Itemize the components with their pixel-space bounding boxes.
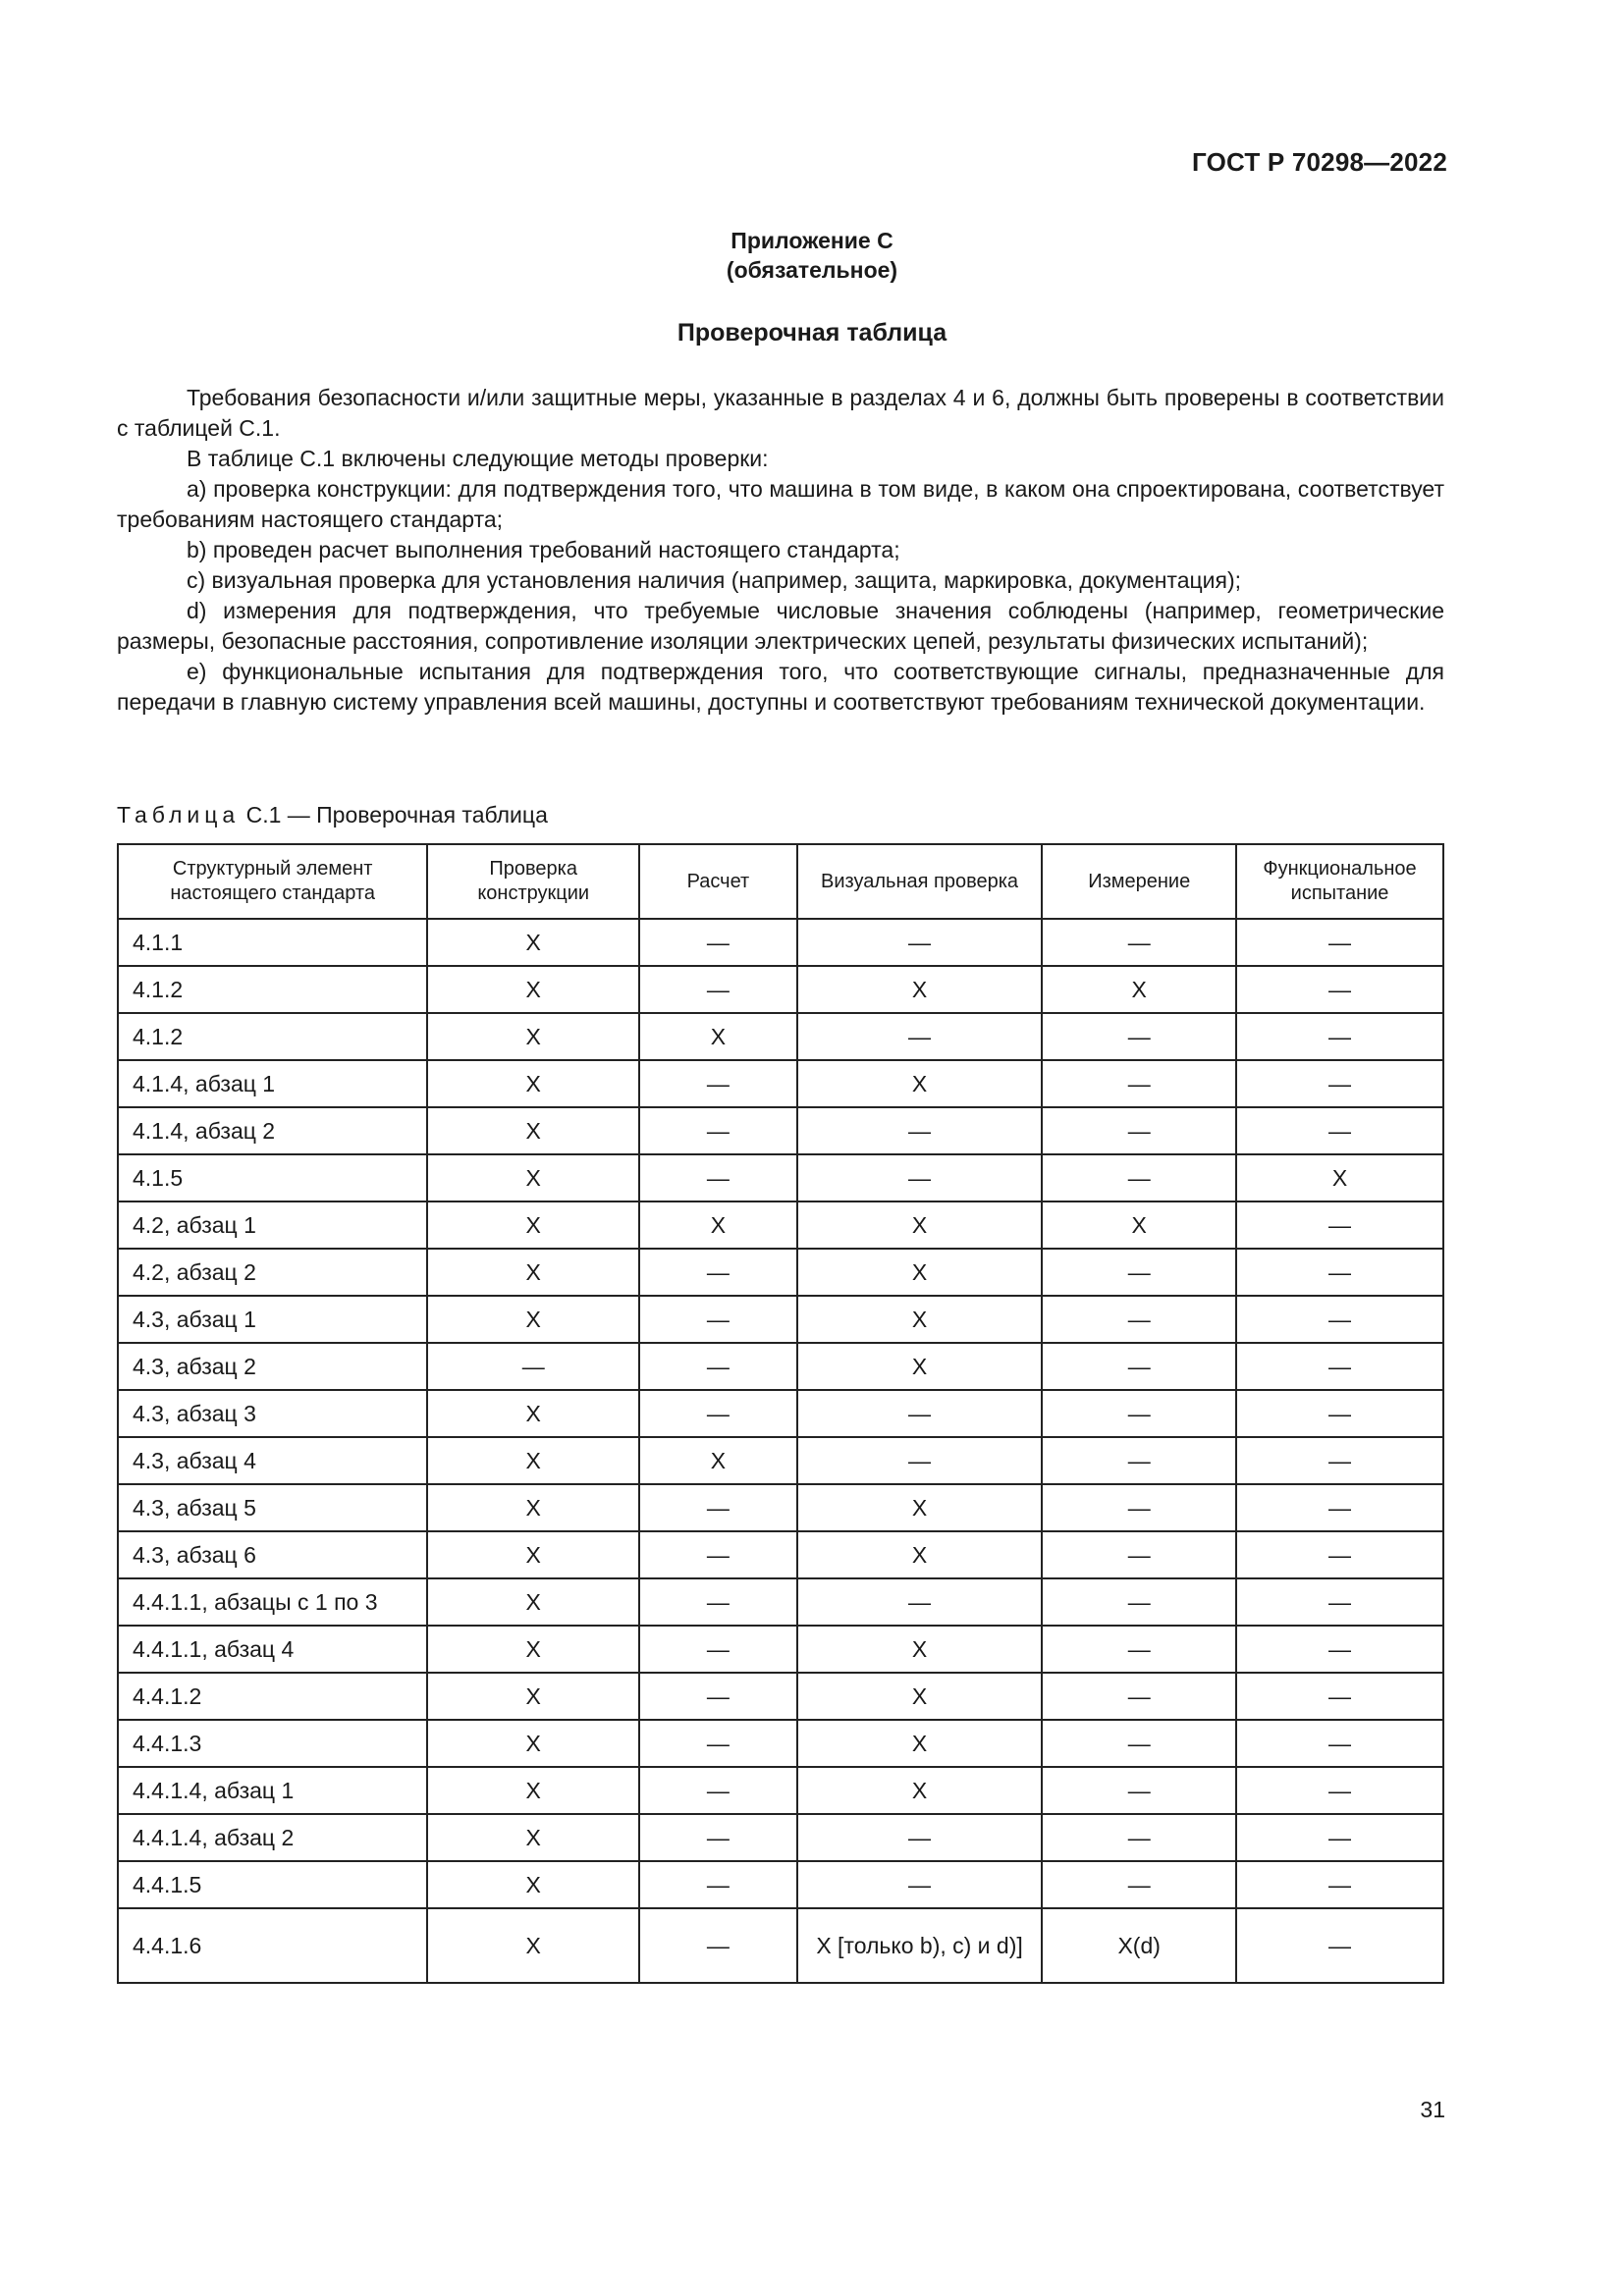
- cell-measurement: —: [1042, 1154, 1236, 1201]
- cell-visual-check: X: [797, 1201, 1043, 1249]
- cell-element: 4.4.1.4, абзац 2: [118, 1814, 427, 1861]
- cell-element: 4.4.1.1, абзац 4: [118, 1626, 427, 1673]
- cell-design-check: X: [427, 1578, 639, 1626]
- cell-functional-test: —: [1236, 1578, 1443, 1626]
- cell-design-check: X: [427, 1720, 639, 1767]
- cell-measurement: —: [1042, 1296, 1236, 1343]
- cell-element: 4.4.1.2: [118, 1673, 427, 1720]
- header-structural-element: Структурный элемент настоящего стандарта: [118, 844, 427, 919]
- table-row: [118, 1578, 1443, 1626]
- table-row: [118, 919, 1443, 966]
- cell-visual-check: X: [797, 1673, 1043, 1720]
- cell-visual-check: X: [797, 1060, 1043, 1107]
- cell-functional-test: —: [1236, 1531, 1443, 1578]
- cell-design-check: X: [427, 1249, 639, 1296]
- table-row: [118, 1531, 1443, 1578]
- cell-functional-test: —: [1236, 1437, 1443, 1484]
- cell-element: 4.1.1: [118, 919, 427, 966]
- cell-visual-check: X: [797, 966, 1043, 1013]
- cell-design-check: X: [427, 1908, 639, 1983]
- section-title: Проверочная таблица: [677, 319, 947, 347]
- body-text: [117, 383, 1444, 718]
- cell-calculation: —: [639, 1626, 797, 1673]
- appendix-heading: [0, 226, 1624, 285]
- cell-design-check: X: [427, 1060, 639, 1107]
- cell-measurement: X(d): [1042, 1908, 1236, 1983]
- cell-element: 4.4.1.5: [118, 1861, 427, 1908]
- cell-visual-check: X: [797, 1484, 1043, 1531]
- cell-design-check: X: [427, 919, 639, 966]
- cell-visual-check: —: [797, 1861, 1043, 1908]
- cell-visual-check: X: [797, 1296, 1043, 1343]
- cell-functional-test: —: [1236, 1249, 1443, 1296]
- cell-visual-check: X: [797, 1767, 1043, 1814]
- cell-element: 4.2, абзац 1: [118, 1201, 427, 1249]
- cell-calculation: —: [639, 1390, 797, 1437]
- paragraph: Требования безопасности и/или защитные меры, указанные в разделах 4 и 6, должны быть проверены в соответствии с таблицей С.1.: [117, 385, 1444, 441]
- cell-element: 4.1.4, абзац 1: [118, 1060, 427, 1107]
- table-row: [118, 1626, 1443, 1673]
- table-row: [118, 1107, 1443, 1154]
- table-row: [118, 1154, 1443, 1201]
- cell-design-check: X: [427, 1531, 639, 1578]
- cell-measurement: —: [1042, 1814, 1236, 1861]
- cell-calculation: —: [639, 1720, 797, 1767]
- cell-calculation: —: [639, 1673, 797, 1720]
- header-functional-test: Функциональное испытание: [1236, 844, 1443, 919]
- cell-calculation: —: [639, 1814, 797, 1861]
- cell-measurement: —: [1042, 919, 1236, 966]
- cell-element: 4.4.1.3: [118, 1720, 427, 1767]
- paragraph: е) функциональные испытания для подтверждения того, что соответствующие сигналы, предназначенные для передачи в главную систему управления всей машины, доступны и соответствуют требованиям технической документации.: [117, 659, 1444, 715]
- cell-measurement: —: [1042, 1531, 1236, 1578]
- table-row: [118, 1861, 1443, 1908]
- table-row: [118, 1390, 1443, 1437]
- header-design-check: Проверка конструкции: [427, 844, 639, 919]
- table-row: [118, 1296, 1443, 1343]
- paragraph: а) проверка конструкции: для подтверждения того, что машина в том виде, в каком она спроектирована, соответствует требованиям настоящего стандарта;: [117, 476, 1444, 532]
- table-row: [118, 1484, 1443, 1531]
- cell-element: 4.3, абзац 5: [118, 1484, 427, 1531]
- cell-functional-test: —: [1236, 1814, 1443, 1861]
- cell-calculation: —: [639, 1343, 797, 1390]
- cell-calculation: —: [639, 1107, 797, 1154]
- paragraph: c) визуальная проверка для установления наличия (например, защита, маркировка, документация);: [187, 567, 1242, 593]
- cell-design-check: X: [427, 1437, 639, 1484]
- table-row: [118, 1201, 1443, 1249]
- cell-design-check: —: [427, 1343, 639, 1390]
- cell-measurement: —: [1042, 1626, 1236, 1673]
- cell-element: 4.3, абзац 2: [118, 1343, 427, 1390]
- cell-measurement: —: [1042, 1673, 1236, 1720]
- cell-calculation: X: [639, 1013, 797, 1060]
- cell-measurement: —: [1042, 1578, 1236, 1626]
- cell-element: 4.3, абзац 6: [118, 1531, 427, 1578]
- cell-functional-test: —: [1236, 1908, 1443, 1983]
- cell-calculation: —: [639, 1249, 797, 1296]
- cell-calculation: X: [639, 1201, 797, 1249]
- cell-calculation: —: [639, 919, 797, 966]
- cell-calculation: —: [639, 1296, 797, 1343]
- cell-design-check: X: [427, 966, 639, 1013]
- cell-measurement: —: [1042, 1767, 1236, 1814]
- cell-element: 4.4.1.6: [118, 1908, 427, 1983]
- cell-design-check: X: [427, 1296, 639, 1343]
- header-visual-check: Визуальная проверка: [797, 844, 1043, 919]
- document-code: ГОСТ Р 70298—2022: [1192, 147, 1447, 177]
- cell-measurement: —: [1042, 1343, 1236, 1390]
- cell-visual-check: X: [797, 1720, 1043, 1767]
- cell-calculation: —: [639, 1154, 797, 1201]
- cell-calculation: —: [639, 1861, 797, 1908]
- cell-calculation: —: [639, 1578, 797, 1626]
- cell-calculation: —: [639, 1060, 797, 1107]
- cell-element: 4.3, абзац 1: [118, 1296, 427, 1343]
- cell-functional-test: —: [1236, 1861, 1443, 1908]
- cell-functional-test: —: [1236, 1201, 1443, 1249]
- cell-functional-test: —: [1236, 1343, 1443, 1390]
- cell-visual-check: X: [797, 1626, 1043, 1673]
- cell-design-check: X: [427, 1390, 639, 1437]
- cell-calculation: —: [639, 966, 797, 1013]
- cell-calculation: —: [639, 1531, 797, 1578]
- appendix-title: Приложение С: [731, 228, 893, 253]
- cell-visual-check: X [только b), c) и d)]: [797, 1908, 1043, 1983]
- cell-design-check: X: [427, 1767, 639, 1814]
- table-row: [118, 1908, 1443, 1983]
- cell-functional-test: —: [1236, 966, 1443, 1013]
- cell-functional-test: —: [1236, 1626, 1443, 1673]
- cell-measurement: —: [1042, 1013, 1236, 1060]
- cell-visual-check: —: [797, 1814, 1043, 1861]
- cell-measurement: X: [1042, 1201, 1236, 1249]
- cell-design-check: X: [427, 1013, 639, 1060]
- cell-design-check: X: [427, 1154, 639, 1201]
- cell-functional-test: —: [1236, 1720, 1443, 1767]
- cell-design-check: X: [427, 1814, 639, 1861]
- cell-measurement: —: [1042, 1437, 1236, 1484]
- cell-measurement: —: [1042, 1861, 1236, 1908]
- page-number: 31: [1420, 2097, 1445, 2122]
- cell-measurement: —: [1042, 1390, 1236, 1437]
- cell-element: 4.4.1.1, абзацы с 1 по 3: [118, 1578, 427, 1626]
- cell-calculation: —: [639, 1484, 797, 1531]
- verification-table: [117, 843, 1444, 1984]
- table-caption-label: Таблица: [117, 802, 241, 828]
- cell-visual-check: X: [797, 1249, 1043, 1296]
- cell-design-check: X: [427, 1201, 639, 1249]
- table-row: [118, 1437, 1443, 1484]
- cell-design-check: X: [427, 1484, 639, 1531]
- cell-measurement: —: [1042, 1249, 1236, 1296]
- cell-visual-check: —: [797, 1154, 1043, 1201]
- cell-functional-test: —: [1236, 1060, 1443, 1107]
- cell-visual-check: X: [797, 1343, 1043, 1390]
- table-body: [118, 919, 1443, 1983]
- cell-functional-test: —: [1236, 919, 1443, 966]
- cell-design-check: X: [427, 1673, 639, 1720]
- cell-measurement: —: [1042, 1484, 1236, 1531]
- cell-design-check: X: [427, 1861, 639, 1908]
- table-caption: [117, 802, 548, 828]
- cell-functional-test: —: [1236, 1107, 1443, 1154]
- cell-functional-test: —: [1236, 1484, 1443, 1531]
- cell-element: 4.1.2: [118, 1013, 427, 1060]
- cell-calculation: X: [639, 1437, 797, 1484]
- cell-functional-test: —: [1236, 1767, 1443, 1814]
- cell-visual-check: —: [797, 1013, 1043, 1060]
- cell-functional-test: —: [1236, 1013, 1443, 1060]
- cell-functional-test: —: [1236, 1296, 1443, 1343]
- cell-functional-test: —: [1236, 1673, 1443, 1720]
- cell-element: 4.3, абзац 3: [118, 1390, 427, 1437]
- table-row: [118, 1814, 1443, 1861]
- cell-element: 4.1.5: [118, 1154, 427, 1201]
- paragraph: d) измерения для подтверждения, что требуемые числовые значения соблюдены (например, геометрические размеры, безопасные расстояния, сопротивление изоляции электрических цепей, результаты физических испытаний);: [117, 598, 1444, 654]
- cell-measurement: —: [1042, 1107, 1236, 1154]
- cell-functional-test: —: [1236, 1390, 1443, 1437]
- cell-visual-check: —: [797, 1107, 1043, 1154]
- table-row: [118, 966, 1443, 1013]
- paragraph: В таблице С.1 включены следующие методы проверки:: [187, 446, 769, 471]
- cell-visual-check: X: [797, 1531, 1043, 1578]
- cell-element: 4.4.1.4, абзац 1: [118, 1767, 427, 1814]
- table-row: [118, 1343, 1443, 1390]
- cell-element: 4.1.4, абзац 2: [118, 1107, 427, 1154]
- table-caption-text: С.1 — Проверочная таблица: [245, 802, 548, 828]
- cell-measurement: —: [1042, 1720, 1236, 1767]
- cell-functional-test: X: [1236, 1154, 1443, 1201]
- header-measurement: Измерение: [1042, 844, 1236, 919]
- table-header-row: [118, 844, 1443, 919]
- cell-measurement: —: [1042, 1060, 1236, 1107]
- table-row: [118, 1013, 1443, 1060]
- cell-calculation: —: [639, 1908, 797, 1983]
- cell-visual-check: —: [797, 1578, 1043, 1626]
- table-row: [118, 1060, 1443, 1107]
- cell-visual-check: —: [797, 1437, 1043, 1484]
- cell-calculation: —: [639, 1767, 797, 1814]
- cell-element: 4.2, абзац 2: [118, 1249, 427, 1296]
- table-row: [118, 1767, 1443, 1814]
- table-row: [118, 1249, 1443, 1296]
- appendix-status: (обязательное): [726, 257, 898, 283]
- cell-element: 4.3, абзац 4: [118, 1437, 427, 1484]
- cell-measurement: X: [1042, 966, 1236, 1013]
- paragraph: b) проведен расчет выполнения требований настоящего стандарта;: [187, 537, 900, 562]
- cell-element: 4.1.2: [118, 966, 427, 1013]
- table-row: [118, 1673, 1443, 1720]
- table-row: [118, 1720, 1443, 1767]
- header-calculation: Расчет: [639, 844, 797, 919]
- cell-design-check: X: [427, 1626, 639, 1673]
- cell-visual-check: —: [797, 1390, 1043, 1437]
- cell-visual-check: —: [797, 919, 1043, 966]
- cell-design-check: X: [427, 1107, 639, 1154]
